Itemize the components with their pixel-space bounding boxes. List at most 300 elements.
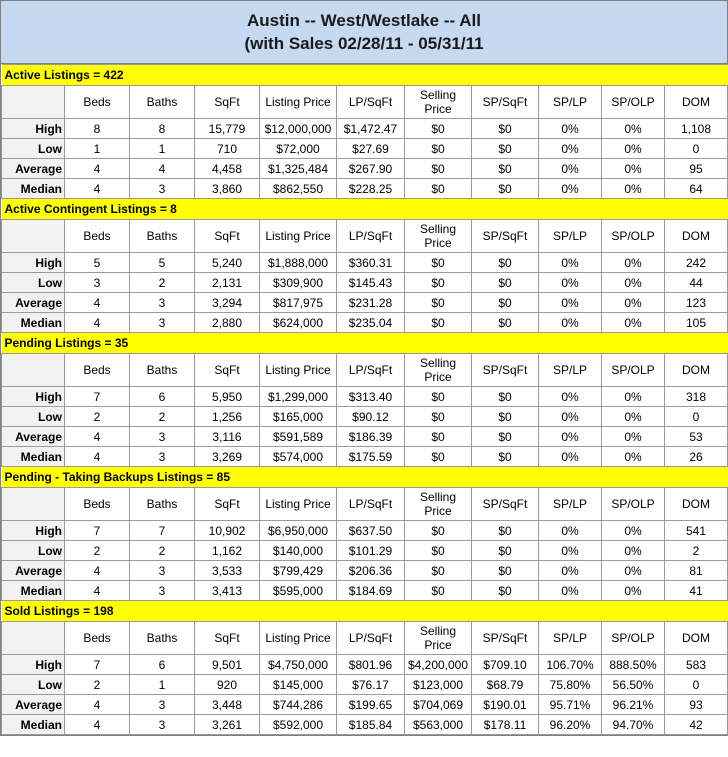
column-header-sp-lp: SP/LP xyxy=(539,488,602,521)
cell-selling-price: $0 xyxy=(405,407,472,427)
column-header-row xyxy=(2,488,728,521)
table-row xyxy=(2,179,728,199)
cell-sp-lp: 0% xyxy=(539,159,602,179)
table-row xyxy=(2,407,728,427)
cell-selling-price: $0 xyxy=(405,293,472,313)
cell-sp-sqft: $0 xyxy=(472,313,539,333)
column-header-dom: DOM xyxy=(665,86,728,119)
cell-baths: 6 xyxy=(130,387,195,407)
cell-sqft: 1,256 xyxy=(195,407,260,427)
cell-sp-olp: 0% xyxy=(602,179,665,199)
column-header-row xyxy=(2,354,728,387)
row-label: High xyxy=(2,655,65,675)
cell-sp-olp: 0% xyxy=(602,427,665,447)
cell-sp-lp: 0% xyxy=(539,427,602,447)
cell-sqft: 15,779 xyxy=(195,119,260,139)
cell-dom: 583 xyxy=(665,655,728,675)
header-corner-cell xyxy=(2,220,65,253)
cell-listing-price: $595,000 xyxy=(260,581,337,601)
cell-sp-sqft: $0 xyxy=(472,253,539,273)
cell-beds: 4 xyxy=(65,427,130,447)
cell-baths: 1 xyxy=(130,139,195,159)
cell-selling-price: $0 xyxy=(405,427,472,447)
cell-dom: 0 xyxy=(665,407,728,427)
cell-selling-price: $0 xyxy=(405,139,472,159)
column-header-sqft: SqFt xyxy=(195,86,260,119)
table-row xyxy=(2,313,728,333)
cell-baths: 2 xyxy=(130,273,195,293)
cell-selling-price: $0 xyxy=(405,273,472,293)
cell-sp-lp: 0% xyxy=(539,313,602,333)
column-header-selling-price: Selling Price xyxy=(405,86,472,119)
column-header-selling-price: Selling Price xyxy=(405,220,472,253)
cell-selling-price: $0 xyxy=(405,119,472,139)
cell-lp-sqft: $1,472.47 xyxy=(337,119,405,139)
cell-beds: 1 xyxy=(65,139,130,159)
cell-sp-olp: 0% xyxy=(602,521,665,541)
cell-listing-price: $12,000,000 xyxy=(260,119,337,139)
cell-dom: 0 xyxy=(665,675,728,695)
cell-lp-sqft: $90.12 xyxy=(337,407,405,427)
column-header-sp-olp: SP/OLP xyxy=(602,622,665,655)
cell-lp-sqft: $637.50 xyxy=(337,521,405,541)
cell-listing-price: $744,286 xyxy=(260,695,337,715)
column-header-dom: DOM xyxy=(665,354,728,387)
cell-listing-price: $592,000 xyxy=(260,715,337,735)
cell-baths: 4 xyxy=(130,159,195,179)
cell-lp-sqft: $76.17 xyxy=(337,675,405,695)
section-heading-row xyxy=(2,333,728,354)
cell-sp-lp: 106.70% xyxy=(539,655,602,675)
cell-beds: 7 xyxy=(65,655,130,675)
cell-selling-price: $0 xyxy=(405,561,472,581)
cell-sp-sqft: $0 xyxy=(472,273,539,293)
cell-sqft: 3,116 xyxy=(195,427,260,447)
cell-sp-sqft: $0 xyxy=(472,521,539,541)
cell-dom: 318 xyxy=(665,387,728,407)
cell-sp-sqft: $0 xyxy=(472,387,539,407)
cell-beds: 3 xyxy=(65,273,130,293)
cell-dom: 64 xyxy=(665,179,728,199)
cell-sp-sqft: $0 xyxy=(472,139,539,159)
cell-listing-price: $1,299,000 xyxy=(260,387,337,407)
cell-lp-sqft: $228.25 xyxy=(337,179,405,199)
cell-dom: 105 xyxy=(665,313,728,333)
cell-baths: 3 xyxy=(130,561,195,581)
cell-listing-price: $624,000 xyxy=(260,313,337,333)
table-row xyxy=(2,541,728,561)
cell-lp-sqft: $235.04 xyxy=(337,313,405,333)
cell-dom: 1,108 xyxy=(665,119,728,139)
cell-sp-lp: 0% xyxy=(539,273,602,293)
cell-baths: 8 xyxy=(130,119,195,139)
column-header-listing-price: Listing Price xyxy=(260,86,337,119)
cell-baths: 3 xyxy=(130,581,195,601)
cell-baths: 1 xyxy=(130,675,195,695)
cell-sp-lp: 0% xyxy=(539,139,602,159)
cell-sp-sqft: $0 xyxy=(472,427,539,447)
column-header-listing-price: Listing Price xyxy=(260,354,337,387)
column-header-beds: Beds xyxy=(65,220,130,253)
row-label: Average xyxy=(2,293,65,313)
cell-dom: 53 xyxy=(665,427,728,447)
cell-baths: 3 xyxy=(130,293,195,313)
column-header-lp-sqft: LP/SqFt xyxy=(337,354,405,387)
cell-sp-olp: 0% xyxy=(602,293,665,313)
cell-lp-sqft: $360.31 xyxy=(337,253,405,273)
row-label: Median xyxy=(2,581,65,601)
cell-sqft: 2,131 xyxy=(195,273,260,293)
cell-sp-sqft: $178.11 xyxy=(472,715,539,735)
cell-listing-price: $799,429 xyxy=(260,561,337,581)
column-header-baths: Baths xyxy=(130,354,195,387)
cell-sp-lp: 0% xyxy=(539,293,602,313)
row-label: Average xyxy=(2,561,65,581)
cell-beds: 4 xyxy=(65,447,130,467)
cell-sqft: 3,413 xyxy=(195,581,260,601)
cell-sp-olp: 0% xyxy=(602,561,665,581)
row-label: High xyxy=(2,387,65,407)
cell-listing-price: $72,000 xyxy=(260,139,337,159)
cell-sp-lp: 0% xyxy=(539,119,602,139)
cell-beds: 4 xyxy=(65,581,130,601)
cell-selling-price: $0 xyxy=(405,179,472,199)
cell-sp-olp: 0% xyxy=(602,313,665,333)
cell-lp-sqft: $313.40 xyxy=(337,387,405,407)
cell-sqft: 2,880 xyxy=(195,313,260,333)
cell-lp-sqft: $185.84 xyxy=(337,715,405,735)
cell-lp-sqft: $801.96 xyxy=(337,655,405,675)
cell-lp-sqft: $186.39 xyxy=(337,427,405,447)
column-header-sp-olp: SP/OLP xyxy=(602,86,665,119)
cell-sp-olp: 0% xyxy=(602,407,665,427)
cell-lp-sqft: $206.36 xyxy=(337,561,405,581)
cell-selling-price: $0 xyxy=(405,541,472,561)
cell-sqft: 920 xyxy=(195,675,260,695)
section-heading: Pending Listings = 35 xyxy=(2,333,728,354)
column-header-row xyxy=(2,622,728,655)
cell-sp-lp: 0% xyxy=(539,253,602,273)
column-header-row xyxy=(2,86,728,119)
table-row xyxy=(2,561,728,581)
column-header-beds: Beds xyxy=(65,354,130,387)
column-header-beds: Beds xyxy=(65,622,130,655)
cell-sp-sqft: $0 xyxy=(472,179,539,199)
column-header-sqft: SqFt xyxy=(195,622,260,655)
cell-sp-lp: 0% xyxy=(539,387,602,407)
column-header-listing-price: Listing Price xyxy=(260,488,337,521)
cell-baths: 3 xyxy=(130,427,195,447)
table-row xyxy=(2,427,728,447)
header-corner-cell xyxy=(2,354,65,387)
row-label: Low xyxy=(2,273,65,293)
column-header-beds: Beds xyxy=(65,488,130,521)
cell-lp-sqft: $199.65 xyxy=(337,695,405,715)
cell-listing-price: $817,975 xyxy=(260,293,337,313)
cell-dom: 41 xyxy=(665,581,728,601)
cell-sp-sqft: $0 xyxy=(472,581,539,601)
cell-beds: 4 xyxy=(65,715,130,735)
table-row xyxy=(2,695,728,715)
cell-selling-price: $563,000 xyxy=(405,715,472,735)
cell-sp-sqft: $0 xyxy=(472,447,539,467)
report-title-line-2: (with Sales 02/28/11 - 05/31/11 xyxy=(244,34,484,53)
cell-beds: 4 xyxy=(65,293,130,313)
section-heading-row xyxy=(2,65,728,86)
row-label: High xyxy=(2,521,65,541)
column-header-sp-lp: SP/LP xyxy=(539,622,602,655)
cell-listing-price: $4,750,000 xyxy=(260,655,337,675)
cell-sqft: 3,533 xyxy=(195,561,260,581)
cell-listing-price: $165,000 xyxy=(260,407,337,427)
cell-baths: 6 xyxy=(130,655,195,675)
cell-beds: 2 xyxy=(65,675,130,695)
cell-sp-olp: 94.70% xyxy=(602,715,665,735)
cell-sp-olp: 0% xyxy=(602,139,665,159)
cell-sp-lp: 0% xyxy=(539,581,602,601)
cell-sp-lp: 0% xyxy=(539,541,602,561)
cell-sp-olp: 0% xyxy=(602,119,665,139)
column-header-beds: Beds xyxy=(65,86,130,119)
cell-dom: 541 xyxy=(665,521,728,541)
cell-listing-price: $140,000 xyxy=(260,541,337,561)
cell-beds: 7 xyxy=(65,521,130,541)
column-header-sp-sqft: SP/SqFt xyxy=(472,622,539,655)
table-row xyxy=(2,521,728,541)
table-row xyxy=(2,447,728,467)
cell-sp-lp: 0% xyxy=(539,179,602,199)
cell-sqft: 9,501 xyxy=(195,655,260,675)
cell-baths: 2 xyxy=(130,407,195,427)
table-row xyxy=(2,581,728,601)
cell-listing-price: $574,000 xyxy=(260,447,337,467)
cell-dom: 81 xyxy=(665,561,728,581)
column-header-lp-sqft: LP/SqFt xyxy=(337,86,405,119)
cell-dom: 242 xyxy=(665,253,728,273)
listing-stats-table xyxy=(1,64,728,735)
cell-sp-lp: 96.20% xyxy=(539,715,602,735)
section-heading-row xyxy=(2,601,728,622)
column-header-sqft: SqFt xyxy=(195,220,260,253)
cell-selling-price: $0 xyxy=(405,521,472,541)
cell-dom: 2 xyxy=(665,541,728,561)
header-corner-cell xyxy=(2,488,65,521)
cell-sqft: 3,294 xyxy=(195,293,260,313)
column-header-sp-olp: SP/OLP xyxy=(602,488,665,521)
table-row xyxy=(2,253,728,273)
cell-baths: 7 xyxy=(130,521,195,541)
column-header-sp-sqft: SP/SqFt xyxy=(472,86,539,119)
table-row xyxy=(2,387,728,407)
cell-sqft: 710 xyxy=(195,139,260,159)
cell-sp-olp: 0% xyxy=(602,541,665,561)
row-label: Median xyxy=(2,313,65,333)
cell-beds: 2 xyxy=(65,541,130,561)
cell-sqft: 10,902 xyxy=(195,521,260,541)
cell-beds: 7 xyxy=(65,387,130,407)
table-row xyxy=(2,655,728,675)
table-row xyxy=(2,273,728,293)
column-header-baths: Baths xyxy=(130,488,195,521)
cell-beds: 4 xyxy=(65,313,130,333)
column-header-sp-sqft: SP/SqFt xyxy=(472,354,539,387)
row-label: Low xyxy=(2,139,65,159)
column-header-dom: DOM xyxy=(665,220,728,253)
row-label: High xyxy=(2,119,65,139)
column-header-dom: DOM xyxy=(665,488,728,521)
cell-baths: 2 xyxy=(130,541,195,561)
cell-listing-price: $6,950,000 xyxy=(260,521,337,541)
row-label: Median xyxy=(2,447,65,467)
row-label: Median xyxy=(2,715,65,735)
table-row xyxy=(2,675,728,695)
cell-sp-sqft: $0 xyxy=(472,159,539,179)
cell-beds: 8 xyxy=(65,119,130,139)
cell-sp-lp: 0% xyxy=(539,521,602,541)
column-header-listing-price: Listing Price xyxy=(260,220,337,253)
cell-sp-lp: 95.71% xyxy=(539,695,602,715)
table-row xyxy=(2,139,728,159)
header-corner-cell xyxy=(2,622,65,655)
cell-sqft: 3,261 xyxy=(195,715,260,735)
cell-sqft: 5,950 xyxy=(195,387,260,407)
section-heading: Active Contingent Listings = 8 xyxy=(2,199,728,220)
cell-baths: 3 xyxy=(130,313,195,333)
cell-sp-olp: 888.50% xyxy=(602,655,665,675)
cell-selling-price: $0 xyxy=(405,313,472,333)
cell-sp-sqft: $709.10 xyxy=(472,655,539,675)
cell-dom: 42 xyxy=(665,715,728,735)
cell-listing-price: $1,325,484 xyxy=(260,159,337,179)
column-header-listing-price: Listing Price xyxy=(260,622,337,655)
cell-baths: 3 xyxy=(130,179,195,199)
row-label: Average xyxy=(2,159,65,179)
cell-sp-olp: 56.50% xyxy=(602,675,665,695)
column-header-baths: Baths xyxy=(130,622,195,655)
cell-beds: 5 xyxy=(65,253,130,273)
row-label: Average xyxy=(2,427,65,447)
cell-sp-olp: 0% xyxy=(602,253,665,273)
cell-selling-price: $123,000 xyxy=(405,675,472,695)
cell-sp-sqft: $0 xyxy=(472,293,539,313)
cell-sp-lp: 0% xyxy=(539,407,602,427)
cell-dom: 95 xyxy=(665,159,728,179)
table-row xyxy=(2,119,728,139)
column-header-row xyxy=(2,220,728,253)
header-corner-cell xyxy=(2,86,65,119)
cell-dom: 123 xyxy=(665,293,728,313)
cell-dom: 0 xyxy=(665,139,728,159)
cell-listing-price: $309,900 xyxy=(260,273,337,293)
section-heading: Pending - Taking Backups Listings = 85 xyxy=(2,467,728,488)
row-label: Low xyxy=(2,675,65,695)
cell-sp-sqft: $0 xyxy=(472,541,539,561)
cell-lp-sqft: $27.69 xyxy=(337,139,405,159)
cell-sqft: 3,269 xyxy=(195,447,260,467)
cell-listing-price: $862,550 xyxy=(260,179,337,199)
row-label: Average xyxy=(2,695,65,715)
cell-sp-olp: 0% xyxy=(602,581,665,601)
cell-listing-price: $145,000 xyxy=(260,675,337,695)
cell-beds: 4 xyxy=(65,179,130,199)
cell-sp-sqft: $190.01 xyxy=(472,695,539,715)
cell-sp-olp: 0% xyxy=(602,159,665,179)
cell-selling-price: $0 xyxy=(405,581,472,601)
cell-sp-sqft: $0 xyxy=(472,561,539,581)
cell-beds: 2 xyxy=(65,407,130,427)
cell-sqft: 3,448 xyxy=(195,695,260,715)
cell-beds: 4 xyxy=(65,159,130,179)
table-row xyxy=(2,715,728,735)
column-header-sp-sqft: SP/SqFt xyxy=(472,220,539,253)
column-header-sqft: SqFt xyxy=(195,354,260,387)
column-header-sqft: SqFt xyxy=(195,488,260,521)
column-header-baths: Baths xyxy=(130,220,195,253)
cell-sp-sqft: $68.79 xyxy=(472,675,539,695)
cell-sp-olp: 96.21% xyxy=(602,695,665,715)
column-header-selling-price: Selling Price xyxy=(405,488,472,521)
column-header-dom: DOM xyxy=(665,622,728,655)
table-row xyxy=(2,159,728,179)
cell-sqft: 3,860 xyxy=(195,179,260,199)
cell-sqft: 4,458 xyxy=(195,159,260,179)
column-header-lp-sqft: LP/SqFt xyxy=(337,488,405,521)
cell-selling-price: $0 xyxy=(405,253,472,273)
cell-lp-sqft: $231.28 xyxy=(337,293,405,313)
cell-lp-sqft: $145.43 xyxy=(337,273,405,293)
column-header-lp-sqft: LP/SqFt xyxy=(337,220,405,253)
cell-selling-price: $0 xyxy=(405,159,472,179)
section-heading: Active Listings = 422 xyxy=(2,65,728,86)
cell-selling-price: $0 xyxy=(405,447,472,467)
cell-sp-olp: 0% xyxy=(602,447,665,467)
column-header-sp-olp: SP/OLP xyxy=(602,220,665,253)
section-heading: Sold Listings = 198 xyxy=(2,601,728,622)
cell-baths: 3 xyxy=(130,715,195,735)
cell-sp-sqft: $0 xyxy=(472,407,539,427)
cell-sp-lp: 0% xyxy=(539,561,602,581)
cell-selling-price: $0 xyxy=(405,387,472,407)
column-header-lp-sqft: LP/SqFt xyxy=(337,622,405,655)
column-header-sp-sqft: SP/SqFt xyxy=(472,488,539,521)
cell-lp-sqft: $175.59 xyxy=(337,447,405,467)
cell-lp-sqft: $267.90 xyxy=(337,159,405,179)
cell-lp-sqft: $184.69 xyxy=(337,581,405,601)
column-header-selling-price: Selling Price xyxy=(405,622,472,655)
section-heading-row xyxy=(2,467,728,488)
column-header-sp-lp: SP/LP xyxy=(539,354,602,387)
report-title xyxy=(1,1,727,64)
cell-baths: 3 xyxy=(130,695,195,715)
column-header-sp-lp: SP/LP xyxy=(539,86,602,119)
column-header-sp-lp: SP/LP xyxy=(539,220,602,253)
cell-sqft: 5,240 xyxy=(195,253,260,273)
cell-beds: 4 xyxy=(65,561,130,581)
cell-sp-olp: 0% xyxy=(602,387,665,407)
column-header-baths: Baths xyxy=(130,86,195,119)
row-label: Low xyxy=(2,407,65,427)
report-title-line-1: Austin -- West/Westlake -- All xyxy=(247,11,481,30)
row-label: Low xyxy=(2,541,65,561)
cell-dom: 26 xyxy=(665,447,728,467)
cell-sqft: 1,162 xyxy=(195,541,260,561)
table-row xyxy=(2,293,728,313)
cell-baths: 3 xyxy=(130,447,195,467)
section-heading-row xyxy=(2,199,728,220)
cell-baths: 5 xyxy=(130,253,195,273)
column-header-selling-price: Selling Price xyxy=(405,354,472,387)
cell-sp-lp: 75.80% xyxy=(539,675,602,695)
